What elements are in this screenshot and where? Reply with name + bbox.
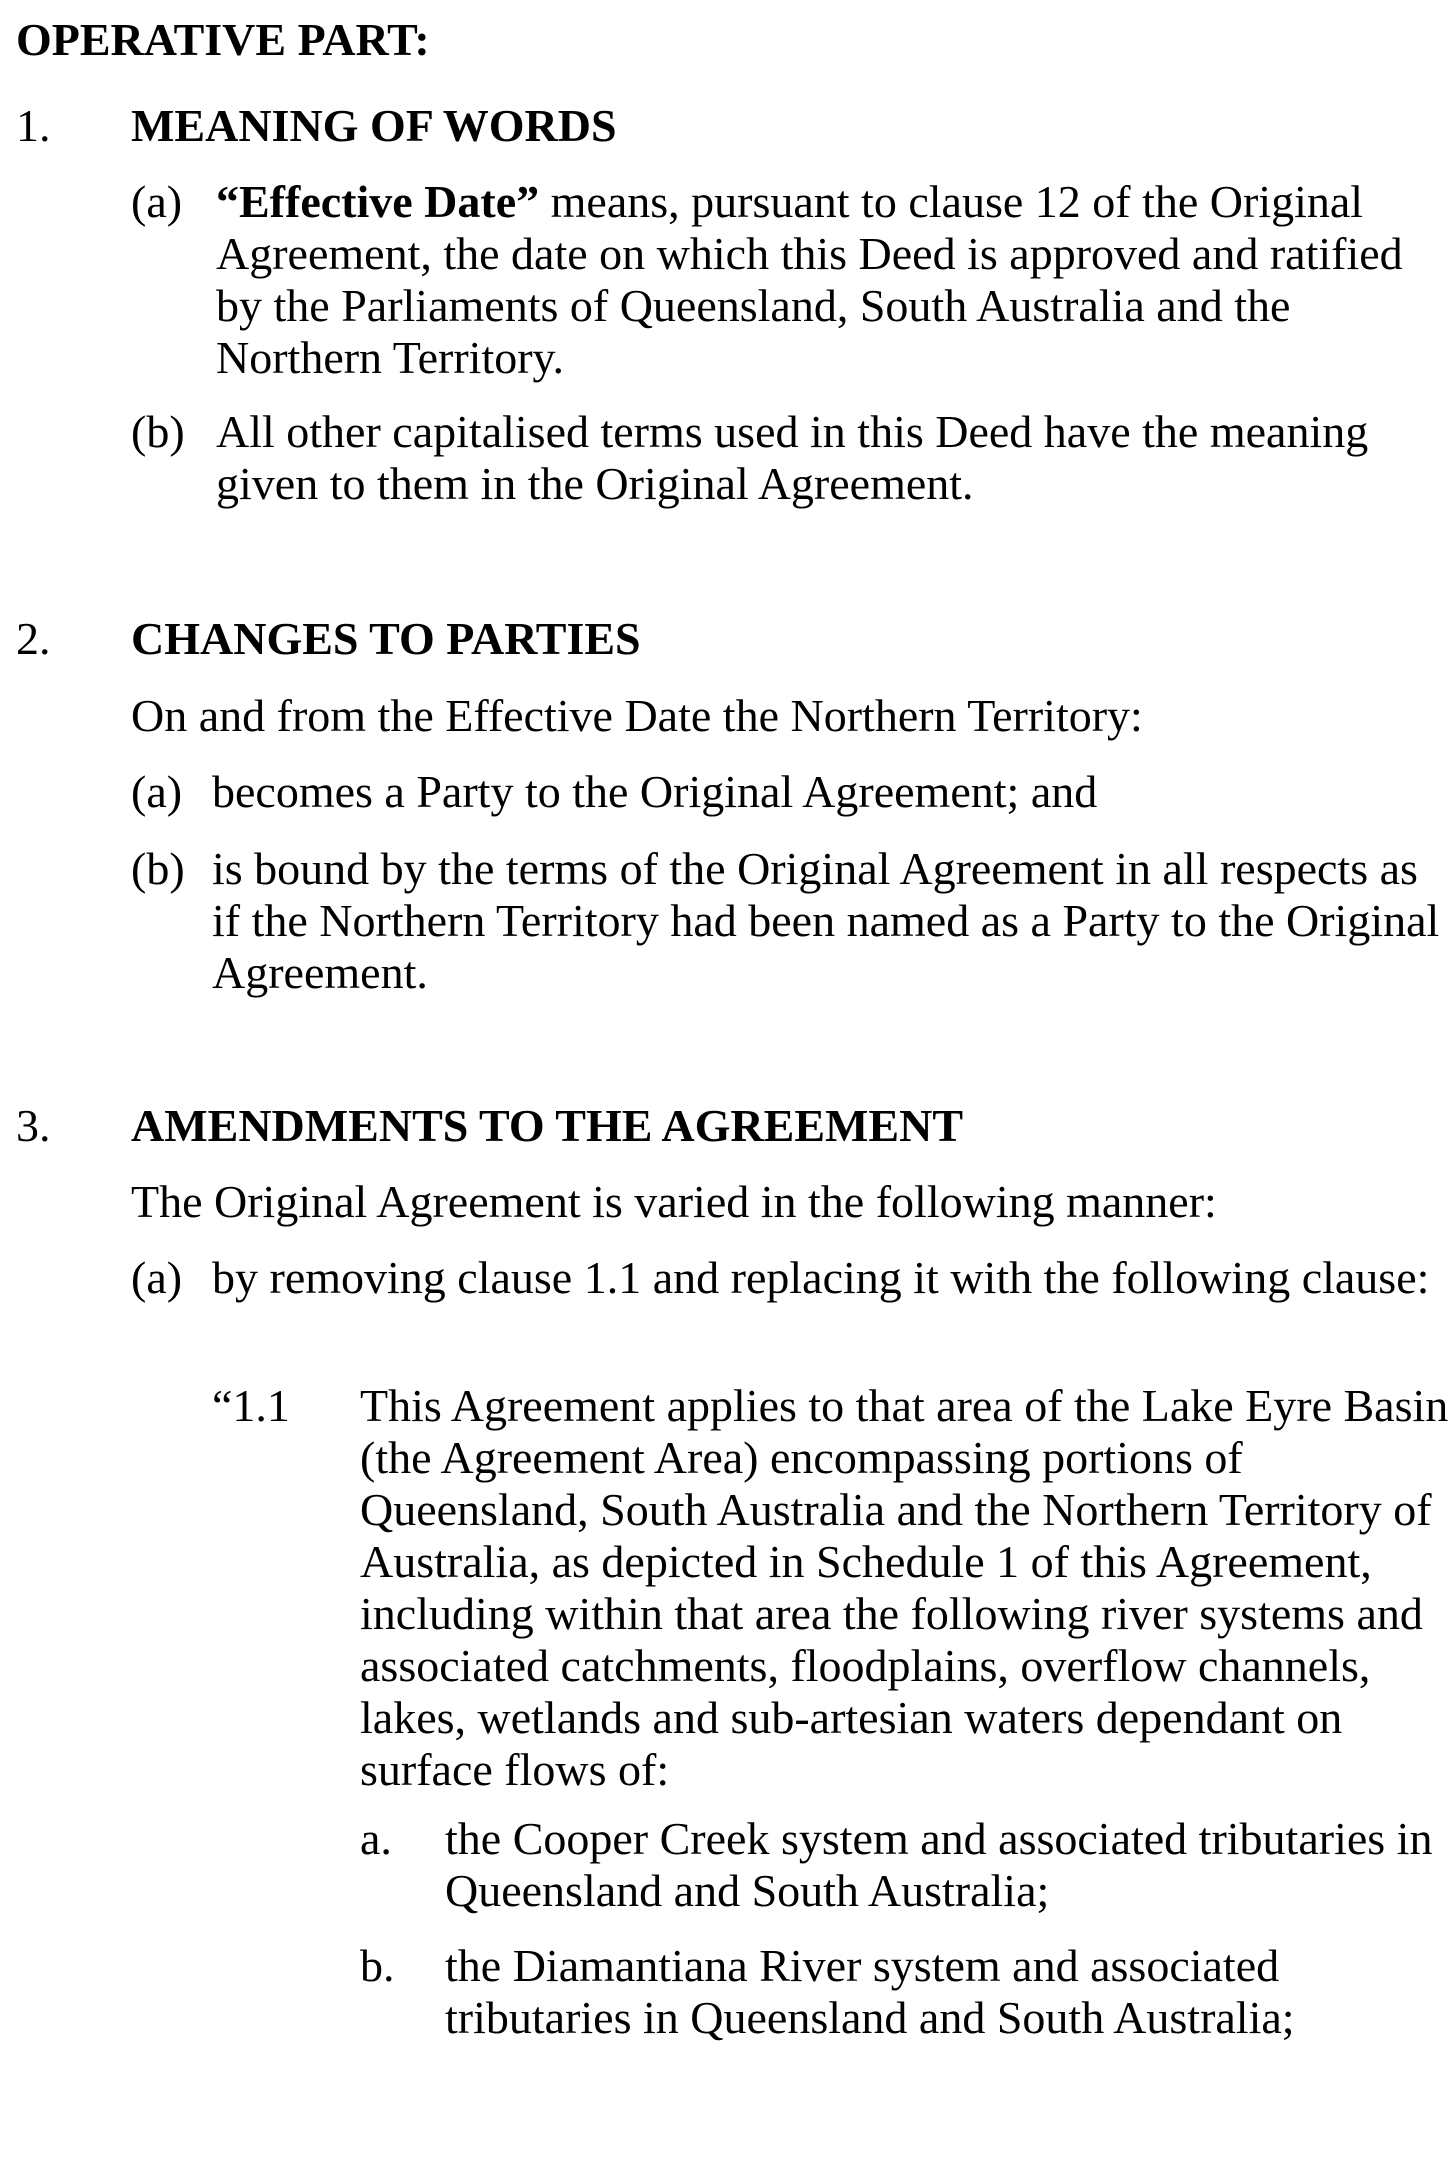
effective-date-definition: means, pursuant to clause 12 of the Original Agreement, the date on which this Deed is approved and ratified by the Parliaments of Queensland, South Australia and the Northern Territory. [216, 176, 1403, 383]
section-3-item-a-marker: (a) [131, 1252, 183, 1303]
section-1-item-b-marker: (b) [131, 406, 185, 457]
section-1-item-a-text [216, 176, 1446, 384]
section-2-item-a-marker: (a) [131, 766, 183, 817]
section-2-item-a-text: becomes a Party to the Original Agreement; and [212, 766, 1098, 817]
section-1-number: 1. [16, 100, 51, 151]
section-1-title: MEANING OF WORDS [131, 100, 617, 151]
clause-1-1-number: “1.1 [212, 1380, 290, 1431]
section-2-number: 2. [16, 613, 51, 664]
section-3-title: AMENDMENTS TO THE AGREEMENT [131, 1100, 963, 1151]
section-3-number: 3. [16, 1100, 51, 1151]
clause-subitem-a-text: the Cooper Creek system and associated tributaries in Queensland and South Australia; [445, 1813, 1433, 1916]
operative-part-heading: OPERATIVE PART: [16, 14, 430, 65]
clause-subitem-b-text: the Diamantiana River system and associated tributaries in Queensland and South Australia; [445, 1940, 1295, 2043]
clause-subitem-a-marker: a. [360, 1813, 392, 1864]
section-3-item-a-text: by removing clause 1.1 and replacing it with the following clause: [212, 1252, 1430, 1303]
section-1-item-a-marker: (a) [131, 176, 183, 227]
clause-subitem-b-marker: b. [360, 1940, 395, 1991]
section-1-item-b-text: All other capitalised terms used in this Deed have the meaning given to them in the Original Agreement. [216, 406, 1369, 509]
effective-date-term: “Effective Date” [216, 176, 540, 227]
section-2-item-b-marker: (b) [131, 843, 185, 894]
section-3-intro: The Original Agreement is varied in the following manner: [131, 1176, 1217, 1227]
clause-1-1-text: This Agreement applies to that area of the Lake Eyre Basin (the Agreement Area) encompassing portions of Queensland, South Australia and the Northern Territory of Australia, as depicted in Schedule 1 of this Agreement, including within that area the following river systems and associated catchments, floodplains, overflow channels, lakes, wetlands and sub-artesian waters dependant on surface flows of: [360, 1380, 1449, 1795]
section-2-item-b-text: is bound by the terms of the Original Agreement in all respects as if the Northern Territory had been named as a Party to the Original Agreement. [212, 843, 1440, 998]
section-2-title: CHANGES TO PARTIES [131, 613, 641, 664]
section-2-intro: On and from the Effective Date the Northern Territory: [131, 690, 1143, 741]
